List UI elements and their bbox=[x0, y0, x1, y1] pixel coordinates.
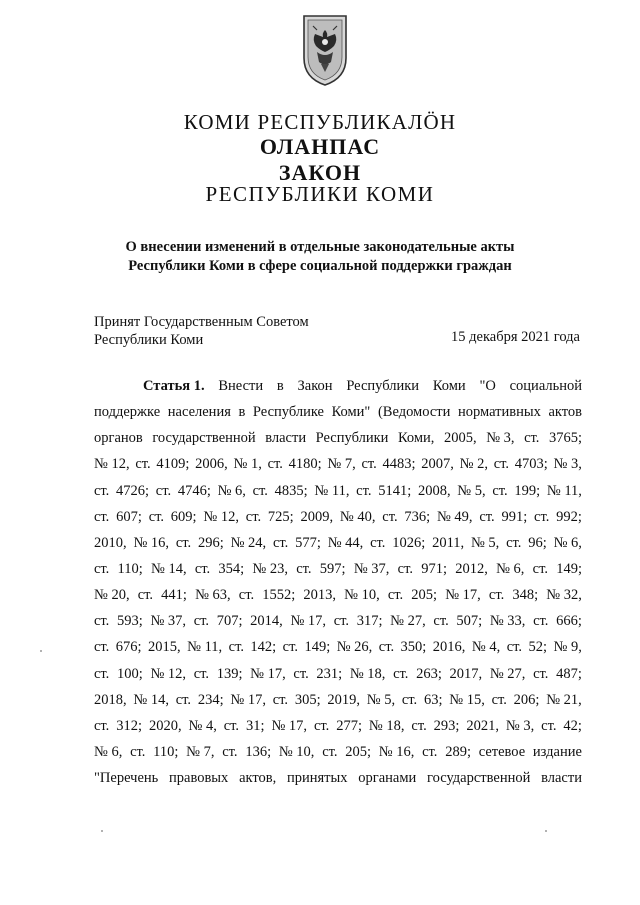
header-republic: РЕСПУБЛИКИ КОМИ bbox=[205, 182, 435, 206]
article-label: Статья 1. bbox=[143, 378, 205, 394]
article-line: ст. 593; № 37, ст. 707; 2014, № 17, ст. 317; № 27, ст. 507; № 33, ст. 666; bbox=[94, 613, 582, 630]
coat-of-arms-icon bbox=[301, 12, 349, 88]
article-line: 2018, № 14, ст. 234; № 17, ст. 305; 2019, № 5, ст. 63; № 15, ст. 206; № 21, bbox=[94, 691, 582, 708]
adopted-by-line-1: Принят Государственным Советом bbox=[94, 314, 309, 330]
article-line: ст. 312; 2020, № 4, ст. 31; № 17, ст. 277; № 18, ст. 293; 2021, № 3, ст. 42; bbox=[94, 717, 582, 734]
article-line: 2010, № 16, ст. 296; № 24, ст. 577; № 44, ст. 1026; 2011, № 5, ст. 96; № 6, bbox=[94, 534, 582, 551]
adopted-by-line-2: Республики Коми bbox=[94, 332, 204, 348]
adoption-date: 15 декабря 2021 года bbox=[451, 329, 580, 345]
law-title bbox=[0, 238, 640, 276]
article-line: ст. 4726; ст. 4746; № 6, ст. 4835; № 11, ст. 5141; 2008, № 5, ст. 199; № 11, bbox=[94, 482, 582, 499]
header-zakon: ЗАКОН bbox=[278, 160, 362, 185]
article-line: ст. 100; № 12, ст. 139; № 17, ст. 231; № 18, ст. 263; 2017, № 27, ст. 487; bbox=[94, 665, 582, 682]
law-title-line-2: Республики Коми в сфере социальной поддержки граждан bbox=[128, 258, 512, 274]
law-title-line-1: О внесении изменений в отдельные законодательные акты bbox=[125, 239, 515, 255]
header-komi-title: КОМИ РЕСПУБЛИКАЛÖН bbox=[183, 110, 457, 134]
article-line: "Перечень правовых актов, принятых органами государственной власти bbox=[94, 770, 582, 787]
article-line: № 20, ст. 441; № 63, ст. 1552; 2013, № 10, ст. 205; № 17, ст. 348; № 32, bbox=[94, 587, 582, 604]
article-line: ст. 676; 2015, № 11, ст. 142; ст. 149; № 26, ст. 350; 2016, № 4, ст. 52; № 9, bbox=[94, 639, 582, 656]
article-line: органов государственной власти Республики Коми, 2005, № 3, ст. 3765; bbox=[94, 430, 582, 447]
article-line: поддержке населения в Республике Коми" (Ведомости нормативных актов bbox=[94, 404, 582, 421]
article-line: № 6, ст. 110; № 7, ст. 136; № 10, ст. 205; № 16, ст. 289; сетевое издание bbox=[94, 743, 582, 760]
article-line: Статья 1. Внести в Закон Республики Коми "О социальной bbox=[94, 376, 582, 402]
adopted-by bbox=[94, 313, 309, 349]
article-body bbox=[94, 376, 582, 794]
article-line: ст. 110; № 14, ст. 354; № 23, ст. 597; № 37, ст. 971; 2012, № 6, ст. 149; bbox=[94, 560, 582, 577]
article-line: № 12, ст. 4109; 2006, № 1, ст. 4180; № 7, ст. 4483; 2007, № 2, ст. 4703; № 3, bbox=[94, 456, 582, 473]
header-olanpas: ОЛАНПАС bbox=[259, 134, 381, 159]
article-line: ст. 607; ст. 609; № 12, ст. 725; 2009, № 40, ст. 736; № 49, ст. 991; ст. 992; bbox=[94, 508, 582, 525]
